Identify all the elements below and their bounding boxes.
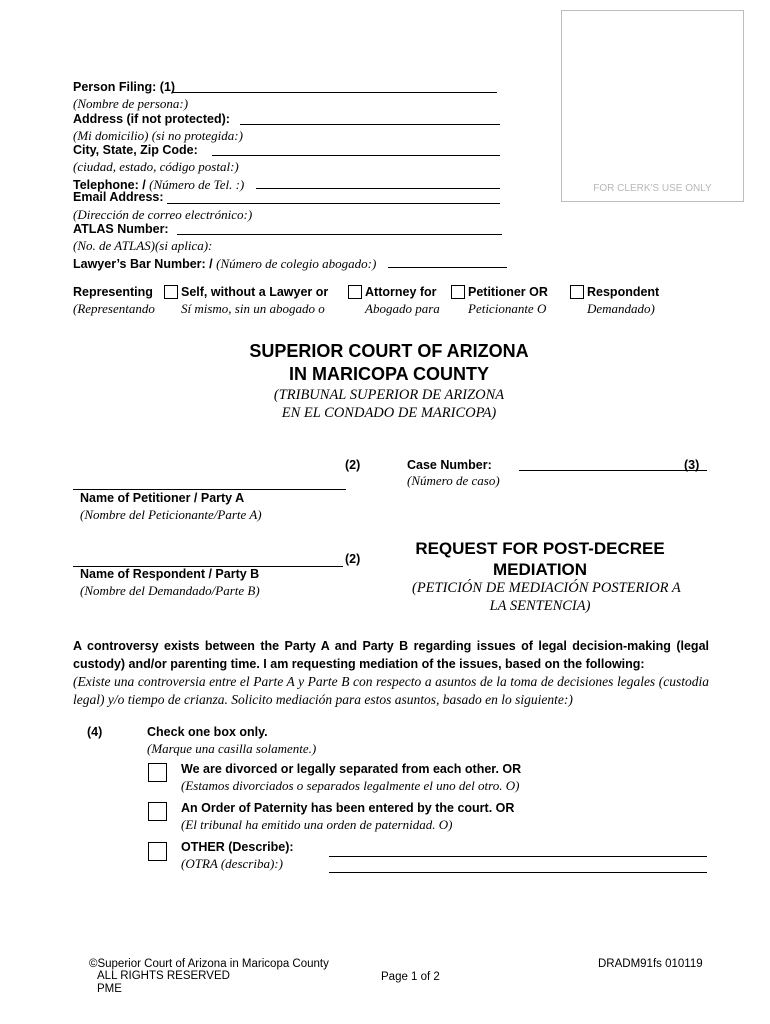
attorney-es: Abogado para [365,301,440,316]
case-number-es: (Número de caso) [407,473,500,488]
person-filing-es: (Nombre de persona:) [73,96,189,111]
paternity-checkbox[interactable] [148,802,167,821]
footer-copyright: ©Superior Court of Arizona in Maricopa County [89,958,329,970]
petitioner-name-label: Name of Petitioner / Party A [80,491,245,505]
respondent-checkbox[interactable] [570,285,584,299]
case-number-field-number: (3) [684,458,700,472]
footer-rights: ALL RIGHTS RESERVED [97,970,230,982]
representing-es: (Representando [73,301,155,316]
telephone-label: Telephone: / [73,178,150,192]
divorced-es: (Estamos divorciados o separados legalmente el uno del otro. O) [181,778,520,793]
atlas-line[interactable] [177,234,502,235]
email-es: (Dirección de correo electrónico:) [73,207,253,222]
footer-code: PME [97,983,122,995]
petitioner-es: Peticionante O [468,301,547,316]
paternity-es: (El tribunal ha emitido una orden de paternidad. O) [181,817,453,832]
document-title-es-line1: (PETICIÓN DE MEDIACIÓN POSTERIOR A [412,580,681,596]
check-one-instruction: Check one box only. [147,725,268,739]
telephone-line[interactable] [256,188,500,189]
bar-row [73,255,376,273]
self-es: Sí mismo, sin un abogado o [181,301,325,316]
other-es: (OTRA (describa):) [181,856,283,871]
address-line[interactable] [240,124,500,125]
paternity-label: An Order of Paternity has been entered by the court. OR [181,801,515,815]
atlas-es: (No. de ATLAS)(si aplica): [73,238,213,253]
address-label: Address (if not protected): [73,112,230,126]
other-label: OTHER (Describe): [181,840,294,854]
petitioner-name-es: (Nombre del Peticionante/Parte A) [80,507,262,522]
document-title-es-line2: LA SENTENCIA) [489,598,591,614]
controversy-paragraph: A controversy exists between the Party A and Party B regarding issues of legal decision-making (legal custody) and/or parenting time. I am requesting mediation of the issues, based on the following: [73,639,709,671]
court-title-line2: IN MARICOPA COUNTY [289,364,489,384]
petitioner-field-number: (2) [345,458,361,472]
other-checkbox[interactable] [148,842,167,861]
city-label: City, State, Zip Code: [73,143,198,157]
court-title-es-line1: (TRIBUNAL SUPERIOR DE ARIZONA [273,387,505,403]
case-number-label: Case Number: [407,458,492,472]
other-describe-line-1[interactable] [329,856,707,857]
document-title-line2: MEDIATION [492,560,588,579]
telephone-es: (Número de Tel. :) [149,177,245,192]
email-line[interactable] [167,203,500,204]
bar-label: Lawyer’s Bar Number: / [73,257,217,271]
address-es: (Mi domicilio) (si no protegida:) [73,128,243,143]
petitioner-name-line[interactable] [73,489,346,490]
check-one-instruction-es: (Marque una casilla solamente.) [147,741,317,756]
divorced-label: We are divorced or legally separated from each other. OR [181,762,522,776]
bar-es: (Número de colegio abogado:) [216,256,377,271]
options-field-number: (4) [87,725,103,739]
city-es: (ciudad, estado, código postal:) [73,159,239,174]
attorney-checkbox[interactable] [348,285,362,299]
clerk-use-box [561,10,744,202]
bar-line[interactable] [388,267,507,268]
clerk-use-label: FOR CLERK'S USE ONLY [593,183,712,194]
court-title-line1: SUPERIOR COURT OF ARIZONA [249,341,529,361]
divorced-checkbox[interactable] [148,763,167,782]
respondent-label: Respondent [587,285,660,299]
footer-page-number: Page 1 of 2 [381,971,440,983]
respondent-name-es: (Nombre del Demandado/Parte B) [80,583,260,598]
representing-label: Representing [73,285,153,299]
person-filing-label: Person Filing: (1) [73,80,176,94]
city-line[interactable] [212,155,500,156]
respondent-field-number: (2) [345,552,361,566]
document-title-line1: REQUEST FOR POST-DECREE [415,539,665,558]
attorney-label: Attorney for [365,285,437,299]
self-label: Self, without a Lawyer or [181,285,329,299]
self-checkbox[interactable] [164,285,178,299]
respondent-name-label: Name of Respondent / Party B [80,567,260,581]
case-number-line[interactable] [519,470,707,471]
controversy-paragraph-es: (Existe una controversia entre el Parte A y Parte B con respecto a asuntos de la toma de decisiones legales (custodia legal) y/o tiempo de crianza. Solicito mediación para estos asuntos, basado en lo siguiente:) [73,674,709,707]
other-describe-line-2[interactable] [329,872,707,873]
respondent-es: Demandado) [587,301,655,316]
petitioner-label: Petitioner OR [468,285,548,299]
person-filing-line[interactable] [172,92,497,93]
court-title-es-line2: EN EL CONDADO DE MARICOPA) [281,405,497,421]
petitioner-checkbox[interactable] [451,285,465,299]
atlas-label: ATLAS Number: [73,222,169,236]
email-label: Email Address: [73,190,164,204]
footer-form-id: DRADM91fs 010119 [598,958,703,970]
